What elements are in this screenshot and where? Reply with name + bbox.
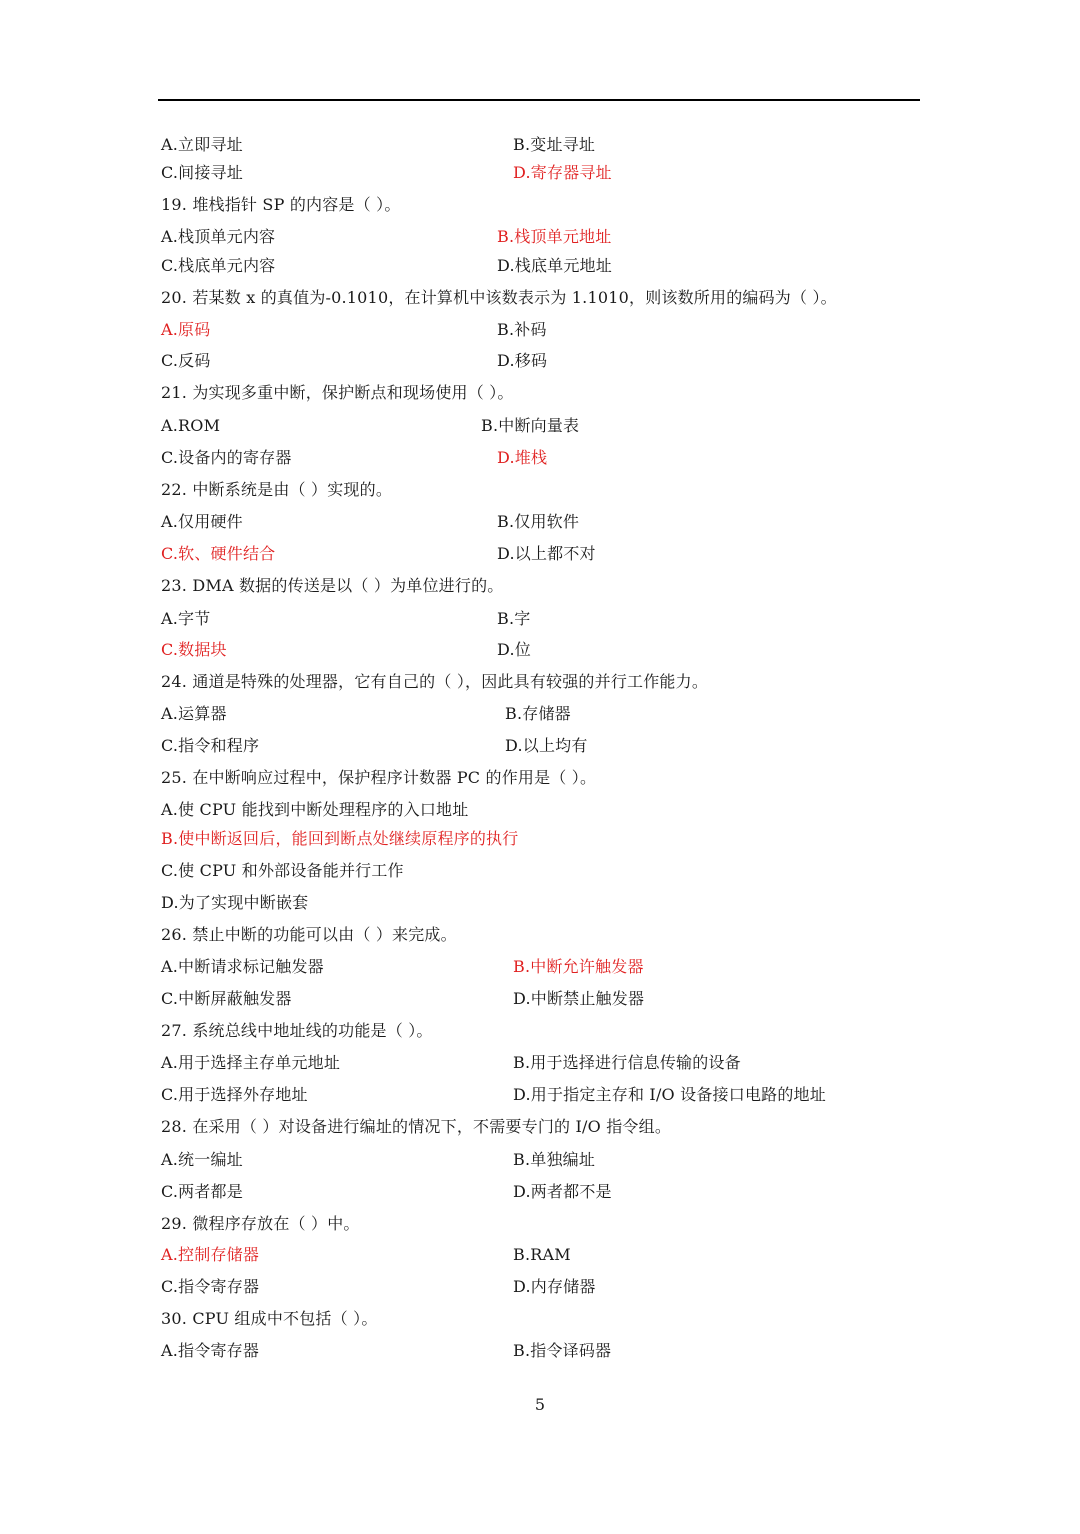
option-text: A.字节	[161, 609, 211, 628]
question-text: 21. 为实现多重中断，保护断点和现场使用（ ）。	[161, 383, 514, 402]
answer-option: C.软、硬件结合	[161, 544, 276, 563]
option-text: A.指令寄存器	[161, 1341, 260, 1360]
option-text: A.ROM	[161, 416, 221, 435]
option-text: A.立即寻址	[161, 135, 243, 154]
option-text: C.指令和程序	[161, 736, 260, 755]
option-text: C.使 CPU 和外部设备能并行工作	[161, 861, 404, 880]
question-text: 28. 在采用（ ）对设备进行编址的情况下，不需要专门的 I/O 指令组。	[161, 1117, 672, 1136]
option-text: B.中断向量表	[481, 416, 580, 435]
header-rule	[158, 99, 920, 101]
option-text: A.中断请求标记触发器	[161, 957, 324, 976]
option-text: A.使 CPU 能找到中断处理程序的入口地址	[161, 800, 469, 819]
option-text: C.设备内的寄存器	[161, 448, 292, 467]
question-text: 23. DMA 数据的传送是以（ ）为单位进行的。	[161, 576, 504, 595]
option-text: B.指令译码器	[513, 1341, 612, 1360]
option-text: C.中断屏蔽触发器	[161, 989, 292, 1008]
option-text: D.移码	[497, 351, 548, 370]
answer-option: B.栈顶单元地址	[497, 227, 612, 246]
option-text: D.位	[497, 640, 531, 659]
option-text: C.指令寄存器	[161, 1277, 260, 1296]
option-text: B.字	[497, 609, 531, 628]
question-text: 30. CPU 组成中不包括（ ）。	[161, 1309, 378, 1328]
option-text: A.统一编址	[161, 1150, 243, 1169]
option-text: D.中断禁止触发器	[513, 989, 645, 1008]
answer-option: B.中断允许触发器	[513, 957, 644, 976]
option-text: C.用于选择外存地址	[161, 1085, 308, 1104]
option-text: D.用于指定主存和 I/O 设备接口电路的地址	[513, 1085, 826, 1104]
option-text: B.RAM	[513, 1245, 571, 1264]
option-text: C.栈底单元内容	[161, 256, 276, 275]
option-text: B.单独编址	[513, 1150, 596, 1169]
question-text: 19. 堆栈指针 SP 的内容是（ ）。	[161, 195, 401, 214]
option-text: B.补码	[497, 320, 547, 339]
option-text: B.变址寻址	[513, 135, 596, 154]
answer-option: D.堆栈	[497, 448, 548, 467]
option-text: A.仅用硬件	[161, 512, 243, 531]
option-text: C.间接寻址	[161, 163, 243, 182]
question-text: 26. 禁止中断的功能可以由（ ）来完成。	[161, 925, 457, 944]
option-text: B.用于选择进行信息传输的设备	[513, 1053, 741, 1072]
question-text: 24. 通道是特殊的处理器，它有自己的（ ），因此具有较强的并行工作能力。	[161, 672, 709, 691]
option-text: D.两者都不是	[513, 1182, 612, 1201]
question-text: 22. 中断系统是由（ ）实现的。	[161, 480, 393, 499]
option-text: D.为了实现中断嵌套	[161, 893, 309, 912]
option-text: A.运算器	[161, 704, 227, 723]
answer-option: A.原码	[161, 320, 211, 339]
answer-option: D.寄存器寻址	[513, 163, 612, 182]
option-text: C.反码	[161, 351, 211, 370]
answer-option: A.控制存储器	[161, 1245, 260, 1264]
option-text: B.存储器	[505, 704, 571, 723]
question-text: 20. 若某数 x 的真值为-0.1010，在计算机中该数表示为 1.1010，则该数所用的编码为（ ）。	[161, 288, 837, 307]
option-text: D.内存储器	[513, 1277, 596, 1296]
option-text: C.两者都是	[161, 1182, 243, 1201]
option-text: A.用于选择主存单元地址	[161, 1053, 341, 1072]
question-text: 27. 系统总线中地址线的功能是（ ）。	[161, 1021, 433, 1040]
question-text: 25. 在中断响应过程中，保护程序计数器 PC 的作用是（ ）。	[161, 768, 597, 787]
option-text: D.以上都不对	[497, 544, 596, 563]
page-number: 5	[534, 1395, 546, 1414]
option-text: D.以上均有	[505, 736, 588, 755]
answer-option: B.使中断返回后，能回到断点处继续原程序的执行	[161, 829, 519, 848]
question-text: 29. 微程序存放在（ ）中。	[161, 1214, 360, 1233]
option-text: A.栈顶单元内容	[161, 227, 276, 246]
answer-option: C.数据块	[161, 640, 227, 659]
option-text: B.仅用软件	[497, 512, 580, 531]
option-text: D.栈底单元地址	[497, 256, 612, 275]
